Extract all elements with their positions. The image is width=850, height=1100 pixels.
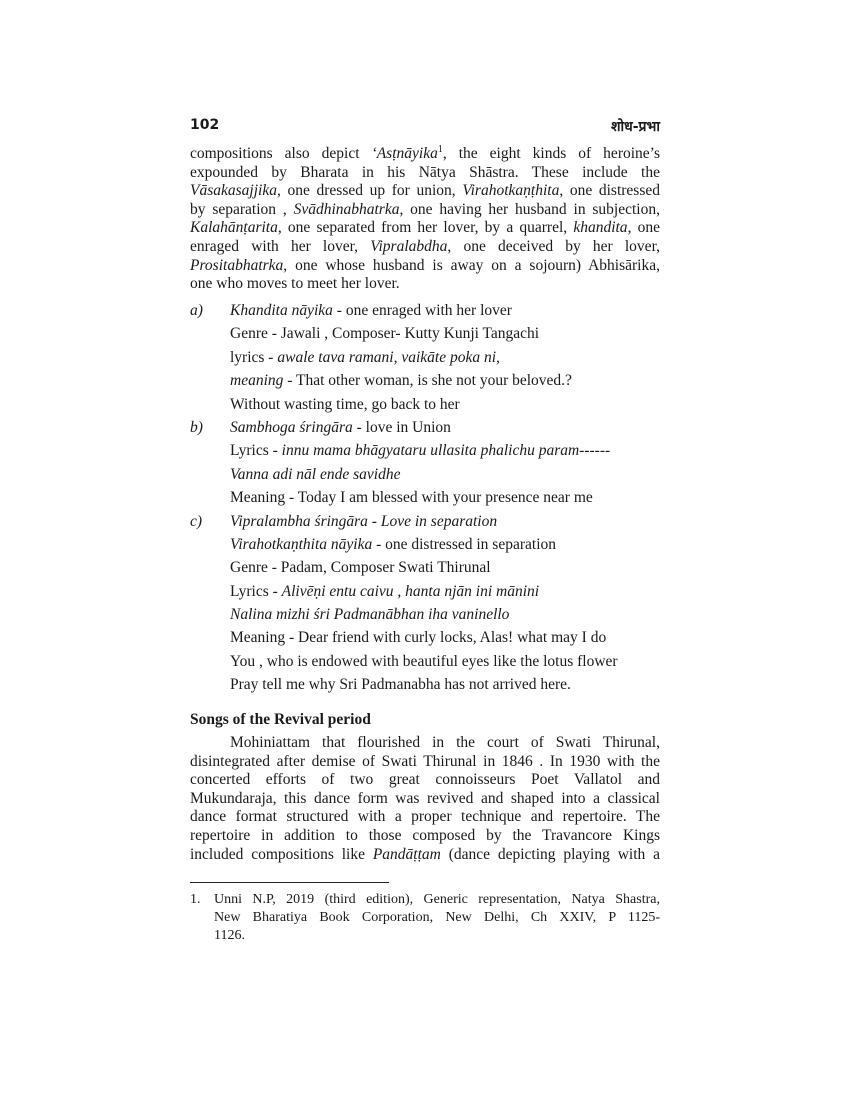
text-run: Alivēṇi entu caivu , hanta njān ini mānini bbox=[281, 582, 540, 600]
list-item bbox=[190, 533, 660, 556]
list-item-text bbox=[230, 346, 500, 369]
text-run: , one deceived by her lover, bbox=[447, 237, 660, 255]
running-title: शोध-प्रभा bbox=[610, 119, 660, 135]
text-run: Lyrics - bbox=[230, 582, 282, 600]
text-run: Vanna adi nāl ende savidhe bbox=[230, 465, 401, 483]
list-item bbox=[190, 626, 660, 649]
list-item bbox=[190, 556, 660, 579]
text-line bbox=[190, 257, 660, 276]
text-run: - one distressed in separation bbox=[372, 535, 557, 553]
footnote-line: 1126. bbox=[214, 928, 245, 943]
text-run: ‘Asṭnāyika bbox=[371, 145, 438, 162]
text-run: - That other woman, is she not your beloved.? bbox=[283, 372, 572, 390]
list-item-text bbox=[230, 580, 539, 603]
text-run: Virahotkaṇthita nāyika bbox=[230, 535, 373, 553]
text-run: Prositabhatrka bbox=[190, 256, 284, 274]
text-run: Meaning - Today I am blessed with your presence near me bbox=[230, 489, 593, 507]
text-run: expounded by Bharata in his Nātya Shāstra. These include the bbox=[190, 163, 660, 181]
text-run: Khandita nāyika bbox=[230, 302, 333, 319]
list-item bbox=[190, 369, 660, 392]
list-item-text bbox=[230, 322, 539, 345]
text-line bbox=[190, 219, 660, 238]
list-item-text bbox=[230, 603, 509, 626]
list-item-text bbox=[230, 369, 572, 392]
text-line bbox=[190, 790, 660, 809]
list-item-text bbox=[230, 393, 460, 416]
text-run: Genre - Padam, Composer Swati Thirunal bbox=[230, 559, 491, 577]
text-line bbox=[190, 734, 660, 753]
text-run: - one enraged with her lover bbox=[332, 302, 512, 319]
text-run: Genre - Jawali , Composer- Kutty Kunji Tangachi bbox=[230, 325, 540, 343]
text-line bbox=[190, 846, 660, 865]
list-item bbox=[190, 393, 660, 416]
text-run: concerted efforts of two great connoisseurs Poet Vallatol and bbox=[190, 771, 660, 789]
text-run: Mohiniattam that flourished in the court of Swati Thirunal, bbox=[230, 734, 660, 751]
intro-paragraph bbox=[190, 145, 660, 294]
text-run: You , who is endowed with beautiful eyes like the lotus flower bbox=[230, 652, 618, 670]
list-marker: c) bbox=[190, 512, 203, 530]
text-run: Vāsakasajjika bbox=[190, 182, 277, 200]
text-run: Vipralabdha bbox=[370, 237, 448, 255]
text-run: compositions also depict bbox=[190, 145, 372, 162]
text-line bbox=[190, 201, 660, 220]
text-line bbox=[190, 238, 660, 257]
text-run: Mukundaraja, this dance form was revived and shaped into a classical bbox=[190, 789, 660, 807]
footnote bbox=[190, 891, 660, 945]
list-item bbox=[190, 486, 660, 509]
text-run: Nalina mizhi śri Padmanābhan iha vaninello bbox=[230, 606, 510, 624]
text-run: dance format structured with a proper technique and repertoire. The bbox=[190, 808, 660, 826]
text-run: , one dressed up for union, bbox=[276, 182, 463, 200]
footnote-rule bbox=[190, 882, 389, 883]
text-run: , one distressed bbox=[559, 182, 660, 200]
list-item bbox=[190, 510, 660, 533]
text-run: (dance depicting playing with a bbox=[440, 845, 660, 863]
list-item bbox=[190, 299, 660, 322]
text-run: disintegrated after demise of Swati Thirunal in 1846 . In 1930 with the bbox=[190, 752, 660, 770]
text-line bbox=[190, 275, 660, 294]
list-item-text bbox=[230, 416, 451, 439]
list-item bbox=[190, 580, 660, 603]
revival-paragraph bbox=[190, 734, 660, 864]
text-run: repertoire in addition to those composed by the Travancore Kings bbox=[190, 826, 660, 844]
text-line bbox=[190, 164, 660, 183]
list-item-text bbox=[230, 556, 491, 579]
list-item bbox=[190, 439, 660, 462]
list-item-text bbox=[230, 533, 556, 556]
text-run: innu mama bhāgyataru ullasita phalichu param------ bbox=[281, 442, 611, 460]
text-run: Without wasting time, go back to her bbox=[230, 395, 460, 413]
text-run: , one having her husband in subjection, bbox=[399, 200, 660, 218]
text-line bbox=[190, 808, 660, 827]
text-line bbox=[190, 827, 660, 846]
text-run: , one separated from her lover, by a quarrel, bbox=[277, 219, 574, 237]
list-item bbox=[190, 463, 660, 486]
list-item-text bbox=[230, 299, 512, 322]
list-marker: b) bbox=[190, 418, 203, 436]
text-run: , one whose husband is away on a sojourn) Abhisārika, bbox=[283, 256, 660, 274]
text-run: Lyrics - bbox=[230, 442, 282, 460]
list-marker: a) bbox=[190, 302, 203, 319]
footnote-line: New Bharatiya Book Corporation, New Delhi, Ch XXIV, P 1125- bbox=[214, 910, 660, 925]
text-run: included compositions like bbox=[190, 845, 373, 863]
list-item-text bbox=[230, 439, 610, 462]
list-item-text bbox=[230, 510, 497, 533]
page-header bbox=[190, 117, 660, 137]
heroine-type-list bbox=[190, 299, 660, 697]
text-run: lyrics - bbox=[230, 348, 278, 366]
footnote-ref: 1 bbox=[437, 143, 443, 155]
list-item bbox=[190, 603, 660, 626]
list-item bbox=[190, 416, 660, 439]
list-item-text bbox=[230, 463, 400, 486]
list-item bbox=[190, 650, 660, 673]
list-item-text bbox=[230, 486, 593, 509]
text-run: , one bbox=[627, 219, 660, 237]
text-run: Kalahānṭarita bbox=[190, 219, 278, 237]
list-item-text bbox=[230, 673, 571, 696]
list-item-text bbox=[230, 650, 618, 673]
text-line bbox=[190, 753, 660, 772]
text-run: awale tava ramani, vaikāte poka ni, bbox=[277, 348, 500, 366]
page-number: 102 bbox=[190, 117, 220, 133]
list-item bbox=[190, 322, 660, 345]
footnote-number: 1. bbox=[190, 892, 201, 907]
text-run: , the eight kinds of heroine’s bbox=[442, 145, 661, 162]
text-run: meaning bbox=[230, 372, 284, 390]
list-item bbox=[190, 673, 660, 696]
text-run: - love in Union bbox=[352, 418, 451, 436]
text-line bbox=[190, 771, 660, 790]
text-line bbox=[190, 145, 660, 164]
text-run: by separation , bbox=[190, 200, 294, 218]
text-run: Meaning - Dear friend with curly locks, Alas! what may I do bbox=[230, 629, 607, 647]
footnote-line: Unni N.P, 2019 (third edition), Generic representation, Natya Shastra, bbox=[214, 892, 660, 907]
text-run: one who moves to meet her lover. bbox=[190, 275, 400, 293]
text-run: Pray tell me why Sri Padmanabha has not arrived here. bbox=[230, 676, 571, 694]
text-run: Svādhinabhatrka bbox=[293, 200, 400, 218]
text-run: enraged with her lover, bbox=[190, 237, 371, 255]
text-run: Vipralambha śringāra - Love in separation bbox=[230, 512, 498, 530]
footnote-text bbox=[214, 891, 660, 945]
section-heading: Songs of the Revival period bbox=[190, 711, 371, 728]
text-run: Sambhoga śringāra bbox=[230, 418, 353, 436]
text-run: Pandāṭṭam bbox=[372, 845, 441, 863]
text-run: khandita bbox=[573, 219, 628, 237]
list-item-text bbox=[230, 626, 606, 649]
list-item bbox=[190, 346, 660, 369]
text-run: Virahotkaṇṭhita bbox=[462, 182, 560, 200]
text-line bbox=[190, 182, 660, 201]
